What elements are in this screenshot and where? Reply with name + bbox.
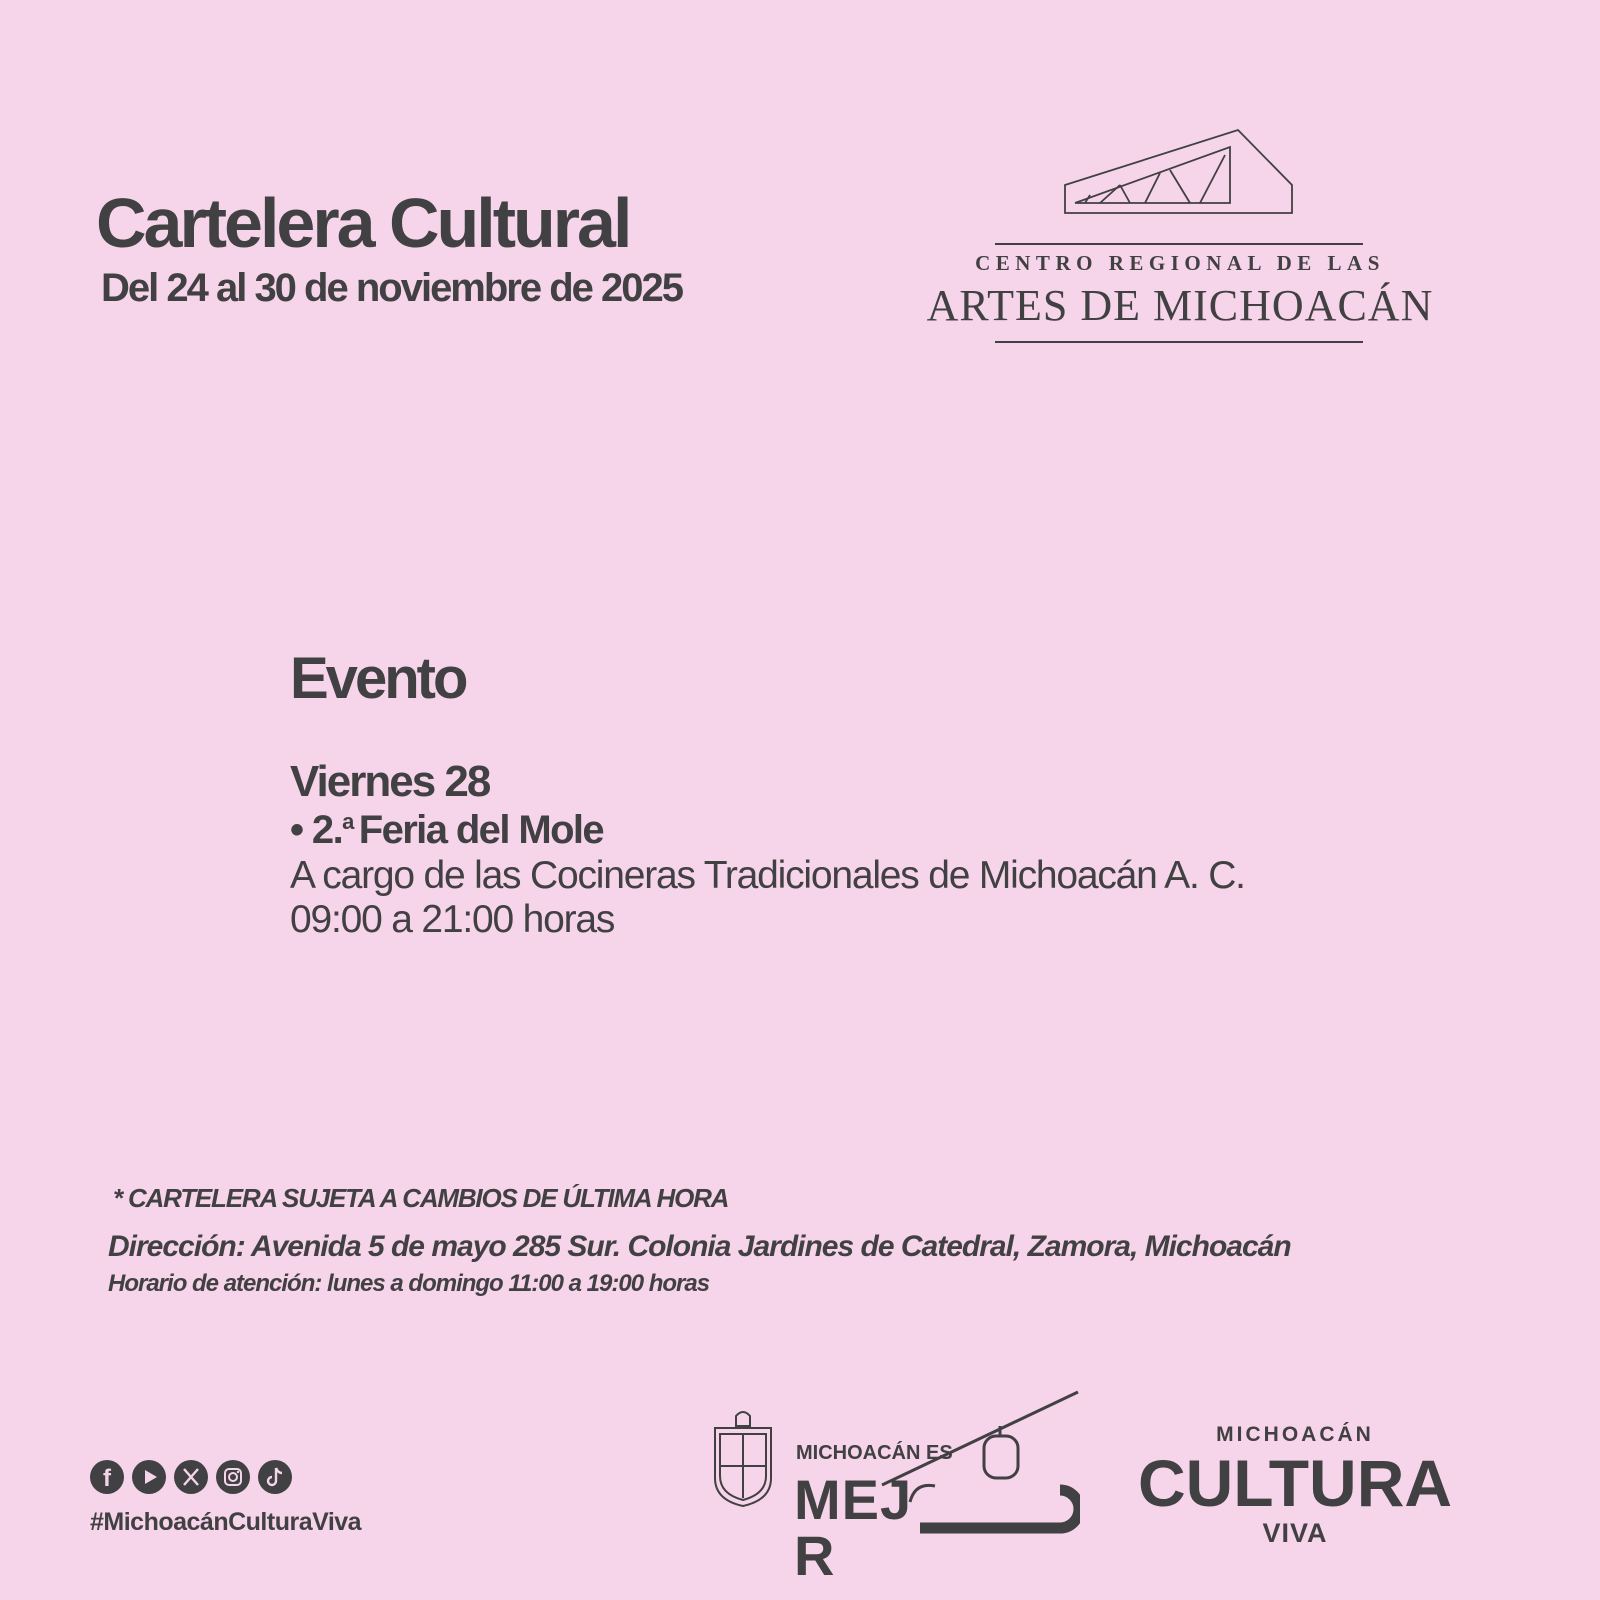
section-heading: Evento	[290, 646, 466, 711]
logo-rule-bottom	[995, 341, 1363, 343]
logo-line-1: CENTRO REGIONAL DE LAS	[975, 251, 1385, 275]
date-range-subtitle: Del 24 al 30 de noviembre de 2025	[101, 266, 683, 310]
mcv-bottom-text: VIVA	[1262, 1518, 1328, 1548]
facebook-icon[interactable]	[90, 1460, 124, 1494]
event-organizer: A cargo de las Cocineras Tradicionales de Michoacán A. C.	[290, 854, 1245, 897]
x-icon[interactable]	[174, 1460, 208, 1494]
svg-text:f: f	[103, 1465, 111, 1492]
tiktok-icon[interactable]	[258, 1460, 292, 1494]
instagram-icon[interactable]	[216, 1460, 250, 1494]
social-icons	[90, 1460, 292, 1494]
bullet: •	[290, 808, 303, 852]
event-day: Viernes 28	[290, 757, 490, 806]
logo-line-2: ARTES DE MICHOACÁN	[926, 281, 1434, 330]
logo-rule-top	[995, 243, 1363, 245]
michoacan-es-mejor-logo	[710, 1390, 1100, 1587]
page-title: Cartelera Cultural	[96, 184, 630, 262]
opening-hours: Horario de atención: lunes a domingo 11:00 a 19:00 horas	[108, 1270, 710, 1297]
coat-of-arms-icon	[710, 1408, 776, 1508]
event-name: Feria del Mole	[358, 808, 604, 852]
michoacan-cultura-viva-logo	[1130, 1420, 1460, 1550]
mem-big-text: MEJ R	[794, 1468, 1084, 1587]
cram-logo	[900, 125, 1460, 355]
mem-small-text: MICHOACÁN ES	[796, 1442, 953, 1464]
youtube-icon[interactable]	[132, 1460, 166, 1494]
ordinal-number: 2.	[311, 808, 343, 852]
mcv-middle-text: CULTURA	[1137, 1446, 1453, 1520]
cable-car-icon	[880, 1390, 1080, 1540]
event-title	[290, 810, 603, 850]
hashtag: #MichoacánCulturaViva	[90, 1508, 362, 1536]
building-outline-icon	[1060, 125, 1300, 220]
disclaimer: * CARTELERA SUJETA A CAMBIOS DE ÚLTIMA HORA	[113, 1183, 729, 1213]
event-time: 09:00 a 21:00 horas	[290, 898, 615, 941]
mcv-top-text: MICHOACÁN	[1216, 1423, 1374, 1446]
address: Dirección: Avenida 5 de mayo 285 Sur. Colonia Jardines de Catedral, Zamora, Michoacán	[108, 1230, 1291, 1263]
ordinal-suffix: a	[342, 809, 353, 834]
